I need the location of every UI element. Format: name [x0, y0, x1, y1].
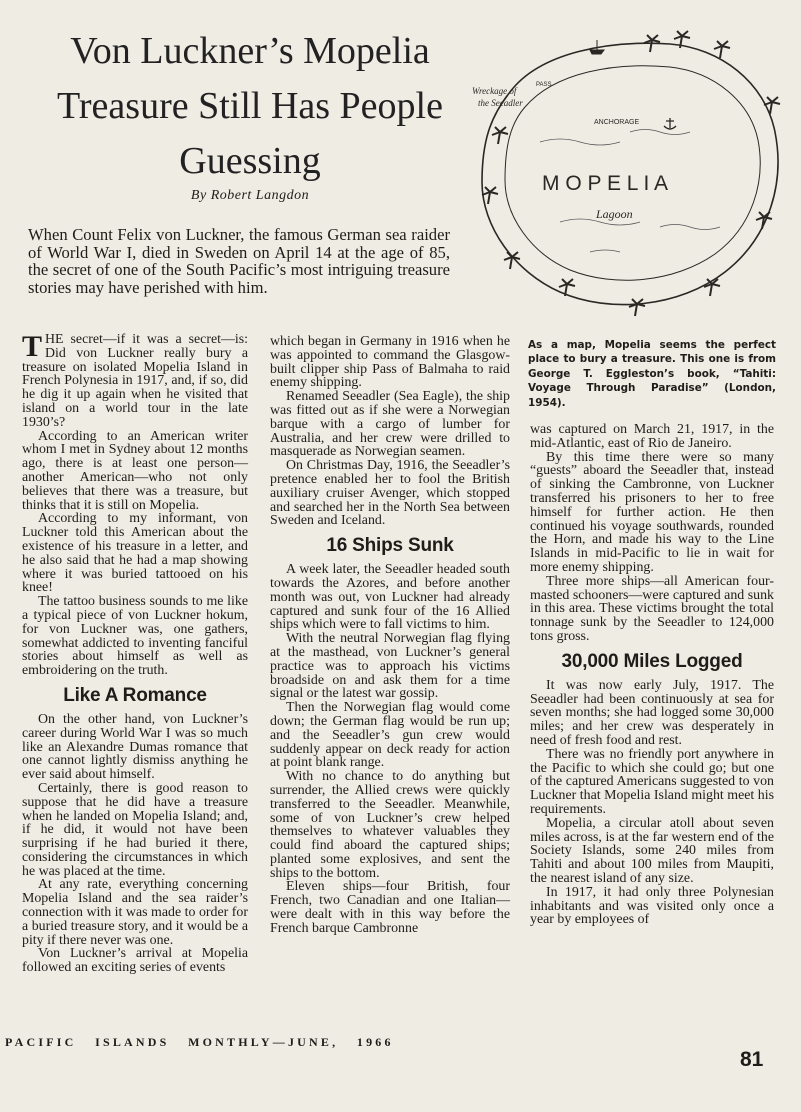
- map-label-wreckage-line1: Wreckage of: [472, 86, 517, 96]
- paragraph: With no chance to do anything but surrender, the Allied crews were quickly transferred to the Seeadler. Meanwhile, some of von Luckner’s crew helped themselves to whatever valuables they could find aboard the captured ships; planted some explosives, and sent the ships to the bottom.: [270, 769, 510, 881]
- section-heading: 30,000 Miles Logged: [561, 650, 743, 672]
- paragraph-text: HE secret—if it was a secret—is: Did von Luckner really bury a treasure on isolated Mopelia Island in French Polynesia in 1917, and, if so, did he dig it up again when he visited that island on a world tour in the late 1930’s?: [22, 332, 248, 430]
- paragraph: By this time there were so many “guests” aboard the Seeadler that, instead of sinking the Cambronne, von Luckner transferred his prisoners to her to free himself for further action. He then continued his voyage southwards, rounded the Horn, and made his way to the Line Islands in mid-Pacific to lie in wait for more enemy shipping.: [530, 449, 774, 575]
- map-label-wreckage-line2: the Seeadler: [478, 98, 523, 108]
- paragraph: Von Luckner’s arrival at Mopelia followed an exciting series of events: [22, 946, 248, 976]
- paragraph: The tattoo business sounds to me like a typical piece of von Luckner hokum, for von Luckner was, one gathers, somewhat addicted to inventing fanciful stories about himself as well as embroidering on the truth.: [22, 594, 248, 679]
- paragraph: On the other hand, von Luckner’s career during World War I was so much like an Alexandre Dumas romance that one cannot lightly dismiss anything he ever said about himself.: [22, 711, 248, 783]
- paragraph: A week later, the Seeadler headed south towards the Azores, and before another month was out, von Luckner had already captured and sunk four of the 16 Allied ships which were to fall victims to him.: [270, 562, 510, 633]
- anchor-icon: [664, 118, 676, 129]
- article-title: Von Luckner’s Mopelia Treasure Still Has People Guessing: [57, 30, 443, 182]
- map-label-anchorage: ANCHORAGE: [594, 119, 640, 126]
- paragraph: It was now early July, 1917. The Seeadler had been continuously at sea for seven months; she had logged some 30,000 miles; and her crew was desperately in need of fresh food and rest.: [530, 677, 774, 748]
- paragraph: On Christmas Day, 1916, the Seeadler’s pretence enabled her to fool the British auxiliary cruiser Avenger, which stopped and searched her in the North Sea between Sweden and Iceland.: [270, 458, 510, 529]
- paragraph: Eleven ships—four British, four French, two Canadian and one Italian—were dealt with in this way before the French barque Cambronne: [270, 879, 510, 936]
- map-label-pass: PASS: [536, 82, 552, 88]
- paragraph: [22, 330, 248, 430]
- map-label-lagoon: Lagoon: [596, 207, 633, 221]
- mopelia-map-illustration: [470, 22, 788, 322]
- paragraph: Renamed Seeadler (Sea Eagle), the ship was fitted out as if she were a Norwegian barque with a cargo of lumber for Australia, and her crew were drilled to masquerade as Norwegian seamen.: [270, 389, 510, 460]
- paragraph: With the neutral Norwegian flag flying at the masthead, von Luckner’s general practice was to approach his victims broadside on and ask them for a time signal or the latest war gossip.: [270, 631, 510, 702]
- section-heading: 16 Ships Sunk: [326, 535, 454, 557]
- paragraph: which began in Germany in 1916 when he was appointed to command the Glasgow-built clipper ship Pass of Balmaha to raid enemy shipping.: [270, 334, 510, 391]
- byline: By Robert Langdon: [190, 188, 310, 203]
- paragraph: There was no friendly port anywhere in the Pacific to which she could go; but one of the captured Americans suggested to von Luckner that Mopelia Island might meet his requirements.: [530, 746, 774, 817]
- paragraph: Three more ships—all American four-masted schooners—were captured and sunk in this area. These victims brought the total tonnage sunk by the Seeadler to 124,000 tons gross.: [530, 573, 774, 644]
- paragraph: In 1917, it had only three Polynesian inhabitants and was visited only once a year by employees of: [530, 884, 774, 928]
- intro-paragraph: When Count Felix von Luckner, the famous German sea raider of World War I, died in Sweden on April 14 at the age of 85, the secret of one of the South Pacific’s most intriguing treasure stories may have perished with him.: [28, 225, 450, 297]
- drop-cap: T: [22, 330, 43, 363]
- paragraph: According to my informant, von Luckner told this American about the existence of his treasure in a letter, and he also said that he had a map showing where it was buried tattooed on his knee!: [22, 511, 248, 596]
- page-number: 81: [740, 1048, 764, 1071]
- article-column-3: [530, 423, 774, 927]
- map-label-island: M O P E L I A: [542, 172, 669, 195]
- map-caption: As a map, Mopelia seems the perfect place to bury a treasure. This one is from George T. Eggleston’s book, “Tahiti: Voyage Through Paradise” (London, 1954).: [528, 339, 776, 409]
- paragraph: At any rate, everything concerning Mopelia Island and the sea raider’s connection with it was made to order for a buried treasure story, and it would be a pity if there never was one.: [22, 877, 248, 948]
- running-footer: PACIFIC ISLANDS MONTHLY—JUNE, 1966: [5, 1035, 394, 1049]
- paragraph: Mopelia, a circular atoll about seven miles across, is at the far western end of the Society Islands, some 240 miles from Tahiti and about 100 miles from Maupiti, the nearest island of any size.: [530, 815, 774, 886]
- section-heading: Like A Romance: [63, 684, 207, 706]
- article-column-1: [22, 330, 248, 976]
- article-column-2: [270, 335, 510, 936]
- paragraph: was captured on March 21, 1917, in the mid-Atlantic, east of Rio de Janeiro.: [530, 422, 774, 451]
- paragraph: Certainly, there is good reason to suppose that he did have a treasure when he landed on Mopelia Island; and, if he did, it would not have been surprising if he had buried it there, considering the circumstances in which he was placed at the time.: [22, 780, 248, 879]
- paragraph: According to an American writer whom I met in Sydney about 12 months ago, there is at least one person—another American—who not only believes that there was a treasure, but thinks that it is still on Mopelia.: [22, 428, 248, 513]
- paragraph: Then the Norwegian flag would come down; the German flag would be run up; and the Seeadler’s gun crew would suddenly appear on deck ready for action at point blank range.: [270, 700, 510, 771]
